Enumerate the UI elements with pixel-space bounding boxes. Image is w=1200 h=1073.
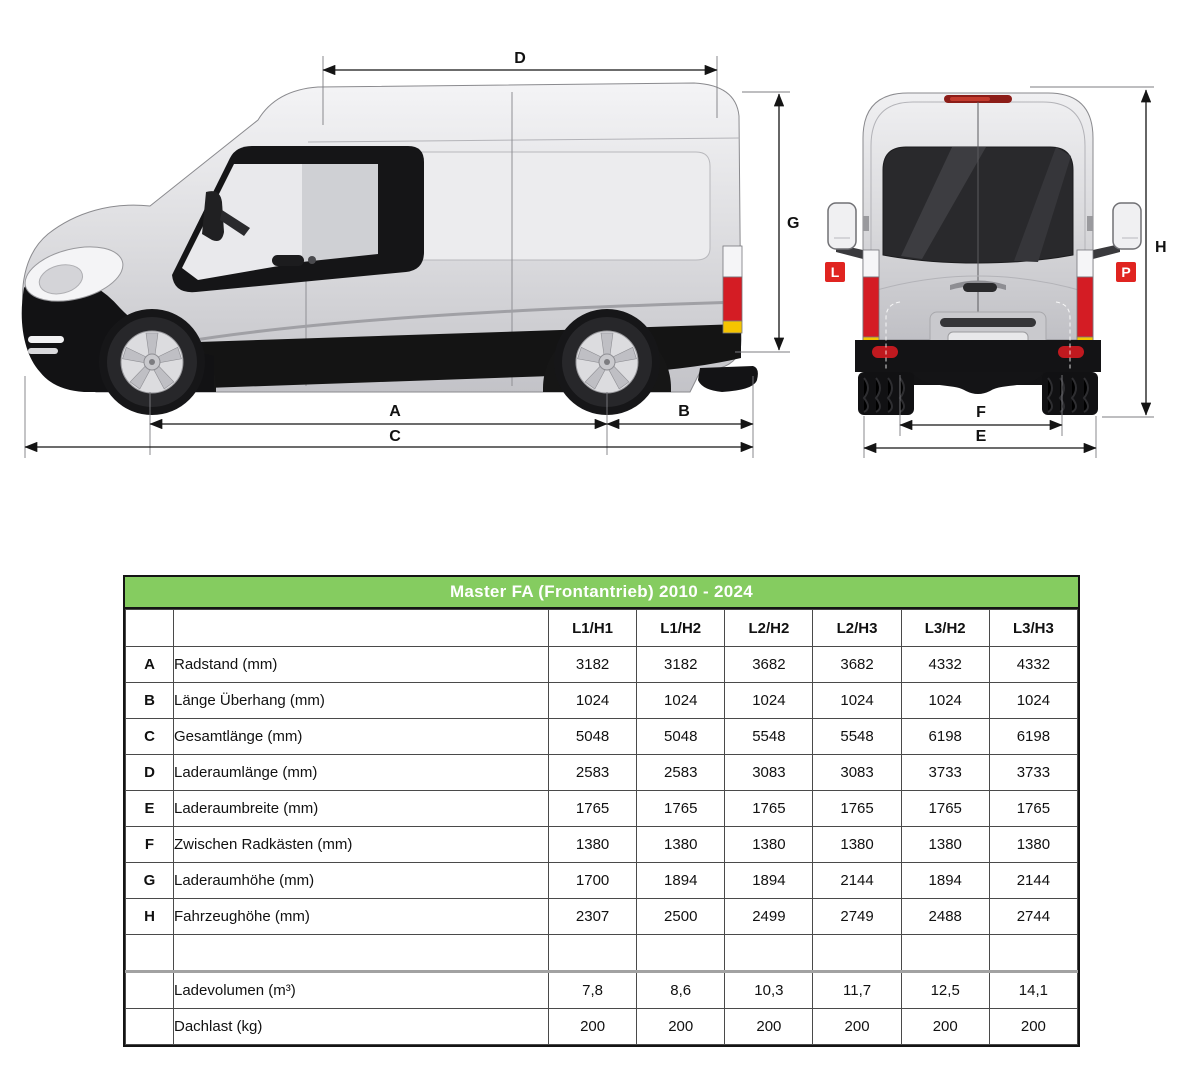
row-letter (126, 935, 174, 972)
column-header: L1/H2 (637, 610, 725, 647)
value-cell: 1894 (637, 863, 725, 899)
row-letter: D (126, 755, 174, 791)
van-rear-view-diagram (800, 40, 1200, 470)
value-cell: 6198 (901, 719, 989, 755)
value-cell: 5048 (637, 719, 725, 755)
table-row (126, 719, 1078, 755)
value-cell: 1024 (901, 683, 989, 719)
reflector-left (872, 346, 898, 358)
row-label: Gesamtlänge (mm) (174, 719, 549, 755)
door-hinge-left (863, 216, 869, 231)
value-cell: 1380 (637, 827, 725, 863)
value-cell: 3733 (901, 755, 989, 791)
value-cell: 3682 (813, 647, 901, 683)
value-cell: 1380 (549, 827, 637, 863)
column-header: L3/H3 (989, 610, 1077, 647)
value-cell: 1765 (637, 791, 725, 827)
l-plate-badge (825, 262, 845, 282)
value-cell: 1765 (989, 791, 1077, 827)
value-cell: 1894 (725, 863, 813, 899)
table-row (126, 791, 1078, 827)
spec-table-body (126, 647, 1078, 1045)
right-mirror (1093, 203, 1141, 259)
table-row (126, 1009, 1078, 1045)
value-cell: 1024 (813, 683, 901, 719)
row-label: Dachlast (kg) (174, 1009, 549, 1045)
value-cell: 3182 (549, 647, 637, 683)
value-cell (725, 935, 813, 972)
van-side-body (19, 83, 757, 415)
left-mirror (828, 203, 863, 259)
row-letter: G (126, 863, 174, 899)
value-cell: 1765 (725, 791, 813, 827)
value-cell: 2749 (813, 899, 901, 935)
dim-label-d: D (514, 50, 526, 67)
value-cell: 10,3 (725, 972, 813, 1009)
value-cell: 7,8 (549, 972, 637, 1009)
p-plate-badge (1116, 262, 1136, 282)
value-cell: 1024 (637, 683, 725, 719)
row-letter: H (126, 899, 174, 935)
row-label: Länge Überhang (mm) (174, 683, 549, 719)
value-cell: 1380 (813, 827, 901, 863)
value-cell: 14,1 (989, 972, 1077, 1009)
dim-label-e: E (975, 428, 987, 445)
row-label: Zwischen Radkästen (mm) (174, 827, 549, 863)
value-cell: 11,7 (813, 972, 901, 1009)
value-cell: 1765 (549, 791, 637, 827)
value-cell: 2744 (989, 899, 1077, 935)
column-header-row (126, 610, 1078, 647)
row-letter: E (126, 791, 174, 827)
value-cell: 1380 (901, 827, 989, 863)
value-cell: 12,5 (901, 972, 989, 1009)
value-cell: 3083 (813, 755, 901, 791)
row-label: Laderaumhöhe (mm) (174, 863, 549, 899)
value-cell: 2499 (725, 899, 813, 935)
table-title: Master FA (Frontantrieb) 2010 - 2024 (125, 577, 1078, 609)
table-row (126, 647, 1078, 683)
value-cell: 1380 (725, 827, 813, 863)
value-cell (901, 935, 989, 972)
value-cell: 1024 (725, 683, 813, 719)
value-cell (989, 935, 1077, 972)
rear-tail-light-right (1077, 250, 1093, 355)
brake-light-icon (944, 95, 1012, 103)
column-header: L3/H2 (901, 610, 989, 647)
value-cell (549, 935, 637, 972)
column-header: L2/H2 (725, 610, 813, 647)
value-cell: 1765 (813, 791, 901, 827)
dim-label-h: H (1155, 239, 1167, 256)
value-cell (813, 935, 901, 972)
rear-bumper-side (698, 366, 758, 392)
value-cell: 200 (813, 1009, 901, 1045)
value-cell: 1380 (989, 827, 1077, 863)
row-letter: F (126, 827, 174, 863)
value-cell: 3182 (637, 647, 725, 683)
value-cell: 4332 (901, 647, 989, 683)
row-label (174, 935, 549, 972)
row-letter: C (126, 719, 174, 755)
dim-label-a: A (389, 403, 401, 420)
value-cell: 4332 (989, 647, 1077, 683)
corner-cell-label (174, 610, 549, 647)
value-cell: 200 (989, 1009, 1077, 1045)
value-cell: 1700 (549, 863, 637, 899)
table-row (126, 972, 1078, 1009)
column-header: L2/H3 (813, 610, 901, 647)
value-cell: 1894 (901, 863, 989, 899)
value-cell: 8,6 (637, 972, 725, 1009)
row-label: Laderaumlänge (mm) (174, 755, 549, 791)
row-label: Ladevolumen (m³) (174, 972, 549, 1009)
column-header: L1/H1 (549, 610, 637, 647)
van-side-view-diagram (0, 40, 800, 470)
row-letter: A (126, 647, 174, 683)
license-handle-strip (940, 318, 1036, 327)
value-cell: 2488 (901, 899, 989, 935)
table-row (126, 683, 1078, 719)
dim-label-g: G (787, 215, 800, 232)
value-cell: 2583 (549, 755, 637, 791)
value-cell: 2307 (549, 899, 637, 935)
value-cell: 200 (901, 1009, 989, 1045)
row-label: Radstand (mm) (174, 647, 549, 683)
value-cell: 5048 (549, 719, 637, 755)
value-cell: 3682 (725, 647, 813, 683)
spec-table-grid (125, 609, 1078, 1045)
door-hinge-right (1087, 216, 1093, 231)
row-letter (126, 1009, 174, 1045)
dim-label-b: B (678, 403, 690, 420)
row-letter: B (126, 683, 174, 719)
value-cell (637, 935, 725, 972)
dim-label-c: C (389, 428, 401, 445)
table-row (126, 863, 1078, 899)
value-cell: 200 (725, 1009, 813, 1045)
row-label: Laderaumbreite (mm) (174, 791, 549, 827)
value-cell: 1024 (549, 683, 637, 719)
rear-apron (912, 372, 1044, 394)
van-rear-body (825, 93, 1141, 415)
spacer-row (126, 935, 1078, 972)
value-cell: 2500 (637, 899, 725, 935)
value-cell: 3733 (989, 755, 1077, 791)
value-cell: 2583 (637, 755, 725, 791)
table-row (126, 755, 1078, 791)
svg-text:P: P (1121, 264, 1131, 280)
value-cell: 3083 (725, 755, 813, 791)
front-wheel (99, 309, 205, 415)
value-cell: 2144 (813, 863, 901, 899)
value-cell: 200 (637, 1009, 725, 1045)
dim-label-f: F (976, 404, 986, 421)
value-cell: 6198 (989, 719, 1077, 755)
value-cell: 2144 (989, 863, 1077, 899)
row-label: Fahrzeughöhe (mm) (174, 899, 549, 935)
svg-text:L: L (830, 264, 840, 280)
value-cell: 5548 (813, 719, 901, 755)
value-cell: 5548 (725, 719, 813, 755)
reflector-right (1058, 346, 1084, 358)
value-cell: 1765 (901, 791, 989, 827)
table-row (126, 827, 1078, 863)
rear-tail-light-left (863, 250, 879, 355)
row-letter (126, 972, 174, 1009)
side-tail-light (723, 246, 742, 333)
value-cell: 1024 (989, 683, 1077, 719)
corner-cell-key (126, 610, 174, 647)
table-row (126, 899, 1078, 935)
spec-table (123, 575, 1080, 1047)
value-cell: 200 (549, 1009, 637, 1045)
